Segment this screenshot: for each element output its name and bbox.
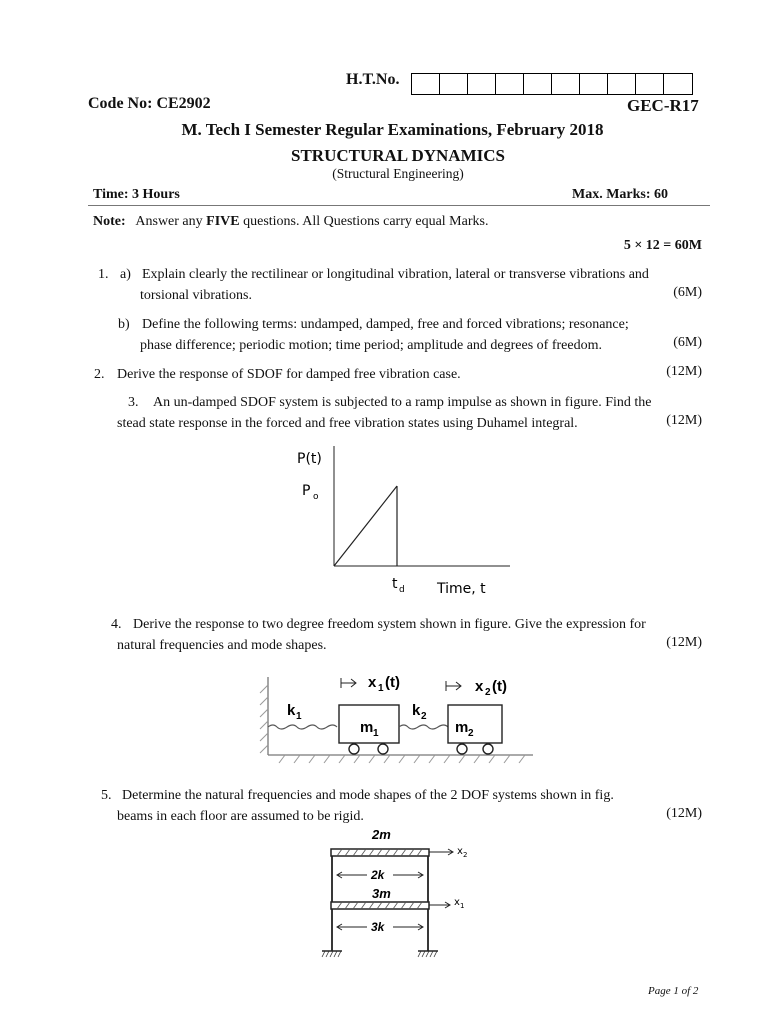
- ramp-td-sub: d: [399, 585, 405, 595]
- q1a-label: a): [120, 267, 131, 282]
- spring-k2: [399, 725, 448, 729]
- exam-title: M. Tech I Semester Regular Examinations, February 2018: [181, 120, 604, 139]
- label-k2: k: [412, 702, 421, 719]
- ramp-td-label: t: [392, 576, 398, 592]
- exam-time: Time: 3 Hours: [93, 187, 180, 202]
- label-m1: m: [360, 719, 374, 736]
- q1a-marks: (6M): [673, 285, 702, 300]
- label-k2-sub: 2: [421, 711, 427, 722]
- marks-formula: 5 × 12 = 60M: [623, 238, 702, 253]
- htno-box-cell[interactable]: [524, 74, 552, 94]
- label-x1-sub: 1: [378, 683, 384, 694]
- label-x2: x: [475, 678, 484, 695]
- htno-box-cell[interactable]: [664, 74, 692, 94]
- q1b-marks: (6M): [673, 335, 702, 350]
- ramp-p-label: P(t): [297, 451, 322, 467]
- q4-number: 4.: [111, 617, 122, 632]
- note-text-post: questions. All Questions carry equal Marks.: [239, 214, 489, 229]
- q4-line1: Derive the response to two degree freedom system shown in figure. Give the expression for: [133, 617, 646, 632]
- frame-x2-label: x: [457, 846, 463, 857]
- ramp-po-label: P: [302, 483, 311, 499]
- note-line: [93, 211, 488, 232]
- ramp-time-label: Time, t: [437, 581, 486, 597]
- label-x2-sub: 2: [485, 687, 491, 698]
- support-hatch: [322, 951, 437, 957]
- spring-k1: [268, 725, 337, 729]
- htno-box-cell[interactable]: [468, 74, 496, 94]
- htno-box-cell[interactable]: [636, 74, 664, 94]
- htno-box-cell[interactable]: [496, 74, 524, 94]
- q4-marks: (12M): [666, 635, 702, 650]
- htno-box-cell[interactable]: [608, 74, 636, 94]
- branch-name: (Structural Engineering): [332, 166, 464, 181]
- label-k1: k: [287, 702, 296, 719]
- label-m2: m: [455, 719, 469, 736]
- q2-text: Derive the response of SDOF for damped free vibration case.: [117, 367, 461, 382]
- q2-marks: (12M): [666, 364, 702, 379]
- q3-marks: (12M): [666, 413, 702, 428]
- top-mass-label: 2m: [372, 827, 391, 842]
- htno-label: H.T.No.: [346, 71, 400, 88]
- ground-hatch: [279, 755, 525, 763]
- wall-hatch: [260, 685, 268, 753]
- q1b-line1: Define the following terms: undamped, damped, free and forced vibrations; resonance;: [142, 317, 629, 332]
- q2-number: 2.: [94, 367, 105, 382]
- subject-title: STRUCTURAL DYNAMICS: [291, 146, 505, 165]
- two-dof-spring-figure: [255, 665, 540, 770]
- q4-line2: natural frequencies and mode shapes.: [117, 638, 327, 653]
- frame-x1-label: x: [454, 897, 460, 908]
- x1-arrow: [341, 678, 356, 688]
- q1b-label: b): [118, 317, 130, 332]
- htno-box-cell[interactable]: [552, 74, 580, 94]
- q1b-line2: phase difference; periodic motion; time period; amplitude and degrees of freedom.: [140, 338, 602, 353]
- bottom-mass-label: 3m: [372, 886, 391, 901]
- x2-arrow: [446, 681, 461, 691]
- htno-box-cell[interactable]: [412, 74, 440, 94]
- q5-line1: Determine the natural frequencies and mode shapes of the 2 DOF systems shown in fig.: [122, 788, 614, 803]
- mass-m1-wheel-left: [349, 744, 359, 754]
- ramp-load-line: [334, 486, 397, 566]
- label-k1-sub: 1: [296, 711, 302, 722]
- note-text-pre: Answer any: [135, 214, 207, 229]
- q5-number: 5.: [101, 788, 112, 803]
- ramp-po-sub: o: [313, 492, 319, 502]
- page-number: Page 1 of 2: [648, 985, 699, 997]
- q1-number: 1.: [98, 267, 109, 282]
- mass-m1-wheel-right: [378, 744, 388, 754]
- label-m2-sub: 2: [468, 728, 474, 739]
- label-x1: x: [368, 674, 377, 691]
- mass-m2-wheel-left: [457, 744, 467, 754]
- bottom-stiffness-label: 3k: [371, 920, 385, 934]
- q3-line1: An un-damped SDOF system is subjected to a ramp impulse as shown in figure. Find the: [153, 395, 652, 410]
- top-stiffness-label: 2k: [371, 868, 385, 882]
- q3-number: 3.: [128, 395, 139, 410]
- header-divider: [88, 205, 710, 206]
- ramp-load-figure: [280, 440, 520, 605]
- max-marks: Max. Marks: 60: [572, 187, 669, 202]
- q1a-line2: torsional vibrations.: [140, 288, 252, 303]
- two-storey-frame-figure: [315, 823, 485, 968]
- label-x1-arg: (t): [385, 674, 400, 691]
- label-m1-sub: 1: [373, 728, 379, 739]
- label-x2-arg: (t): [492, 678, 507, 695]
- frame-x1-sub: 1: [460, 902, 465, 910]
- q3-line2: stead state response in the forced and free vibration states using Duhamel integral.: [117, 416, 578, 431]
- q5-marks: (12M): [666, 806, 702, 821]
- note-text-bold: FIVE: [206, 214, 240, 229]
- code-number: Code No: CE2902: [88, 95, 211, 112]
- htno-box-cell[interactable]: [580, 74, 608, 94]
- q1a-line1: Explain clearly the rectilinear or longitudinal vibration, lateral or transverse vibrations and: [142, 267, 649, 282]
- mass-m2-wheel-right: [483, 744, 493, 754]
- regulation-code: GEC-R17: [627, 96, 699, 115]
- frame-x2-sub: 2: [463, 851, 468, 859]
- note-label: Note:: [93, 214, 126, 229]
- htno-box-cell[interactable]: [440, 74, 468, 94]
- htno-boxes: [411, 73, 693, 95]
- q5-line2: beams in each floor are assumed to be rigid.: [117, 809, 364, 824]
